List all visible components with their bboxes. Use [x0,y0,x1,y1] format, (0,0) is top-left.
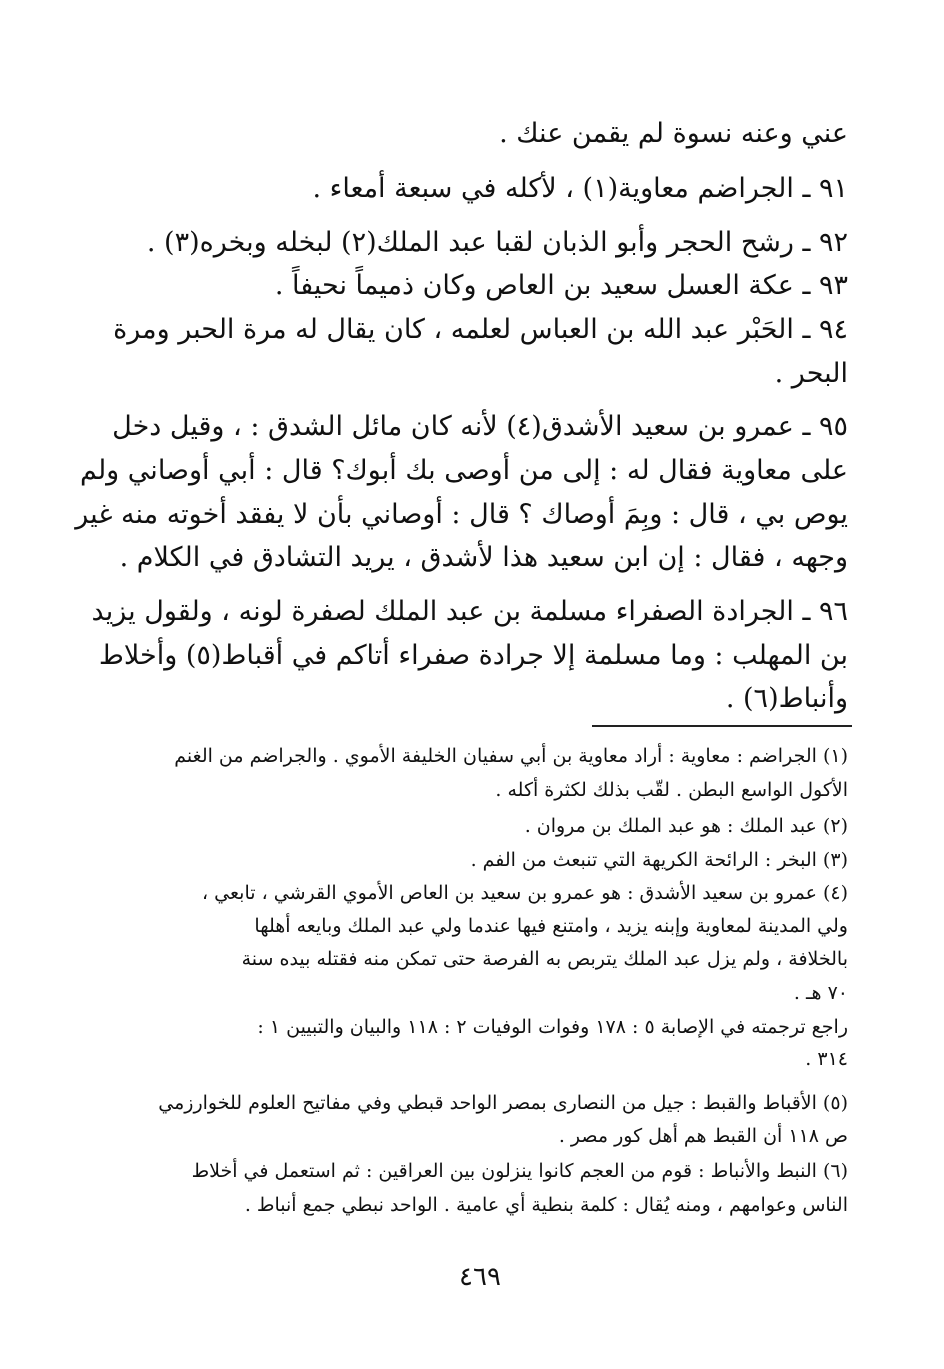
footnote-line: ٧٠ هـ . [793,982,848,1004]
text-line: ٩٤ ـ الحَبْر عبد الله بن العباس لعلمه ، كان يقال له مرة الحبر ومرة [113,314,848,345]
footnote-line: (٥) الأقباط والقبط : جيل من النصارى بمصر الواحد قبطي وفي مفاتيح العلوم للخوارزمي [158,1092,848,1114]
text-line: بن المهلب : وما مسلمة إلا جرادة صفراء أتاكم في أقباط(٥) وأخلاط [98,640,848,671]
page-number: ٤٦٩ [459,1262,501,1292]
footnote-line: الأكول الواسع البطن . لقّب بذلك لكثرة أكله . [495,779,848,801]
footnote-line: ص ١١٨ أن القبط هم أهل كور مصر . [558,1125,848,1147]
text-line: وجهه ، فقال : إن ابن سعيد هذا لأشدق ، يريد التشادق في الكلام . [119,542,848,573]
footnote-line: (٤) عمرو بن سعيد الأشدق : هو عمرو بن سعيد بن العاص الأموي القرشي ، تابعي ، [202,882,848,904]
text-line: ٩١ ـ الجراضم معاوية(١) ، لأكله في سبعة أمعاء . [312,173,848,204]
footnote-line: ٣١٤ . [805,1048,848,1070]
footnote-line: بالخلافة ، ولم يزل عبد الملك يتربص به الفرصة حتى تمكن منه فقتله بيده سنة [241,948,848,970]
footnote-line: (١) الجراضم : معاوية : أراد معاوية بن أبي سفيان الخليفة الأموي . والجراضم من الغنم [174,745,848,767]
footnote-line: ولي المدينة لمعاوية وإبنه يزيد ، وامتنع فيها عندما ولي عبد الملك وبايعه أهلها [254,915,848,937]
footnote-line: راجع ترجمته في الإصابة ٥ : ١٧٨ وفوات الوفيات ٢ : ١١٨ والبيان والتبيين ١ : [257,1016,848,1038]
text-line: ٩٦ ـ الجرادة الصفراء مسلمة بن عبد الملك لصفرة لونه ، ولقول يزيد [91,596,848,627]
text-line: ٩٥ ـ عمرو بن سعيد الأشدق(٤) لأنه كان مائل الشدق : ، وقيل دخل [112,411,848,442]
text-line: يوص بي ، قال : وبِمَ أوصاك ؟ قال : أوصاني بأن لا يفقد أخوته منه غير [75,499,848,530]
text-line: على معاوية فقال له : إلى من أوصى بك أبوك؟ قال : أبي أوصاني ولم [79,455,848,486]
footnote-line: الناس وعوامهم ، ومنه يُقال : كلمة بنطية أي عامية . الواحد نبطي جمع أنباط . [244,1194,848,1216]
footnote-line: (٢) عبد الملك : هو عبد الملك بن مروان . [524,815,848,837]
text-line: عني وعنه نسوة لم يقمن عنك . [499,118,848,149]
footnote-line: (٣) البخر : الرائحة الكريهة التي تنبعث من الفم . [470,849,848,871]
text-line: البحر . [774,358,848,389]
text-line: وأنباط(٦) . [725,683,848,714]
text-line: ٩٢ ـ رشح الحجر وأبو الذبان لقبا عبد الملك(٢) لبخله وبخره(٣) . [146,227,848,258]
footnote-line: (٦) النبط والأنباط : قوم من العجم كانوا ينزلون بين العراقين : ثم استعمل في أخلاط [191,1160,848,1182]
footnote-divider [592,725,852,727]
text-line: ٩٣ ـ عكة العسل سعيد بن العاص وكان ذميماً نحيفاً . [274,270,848,301]
